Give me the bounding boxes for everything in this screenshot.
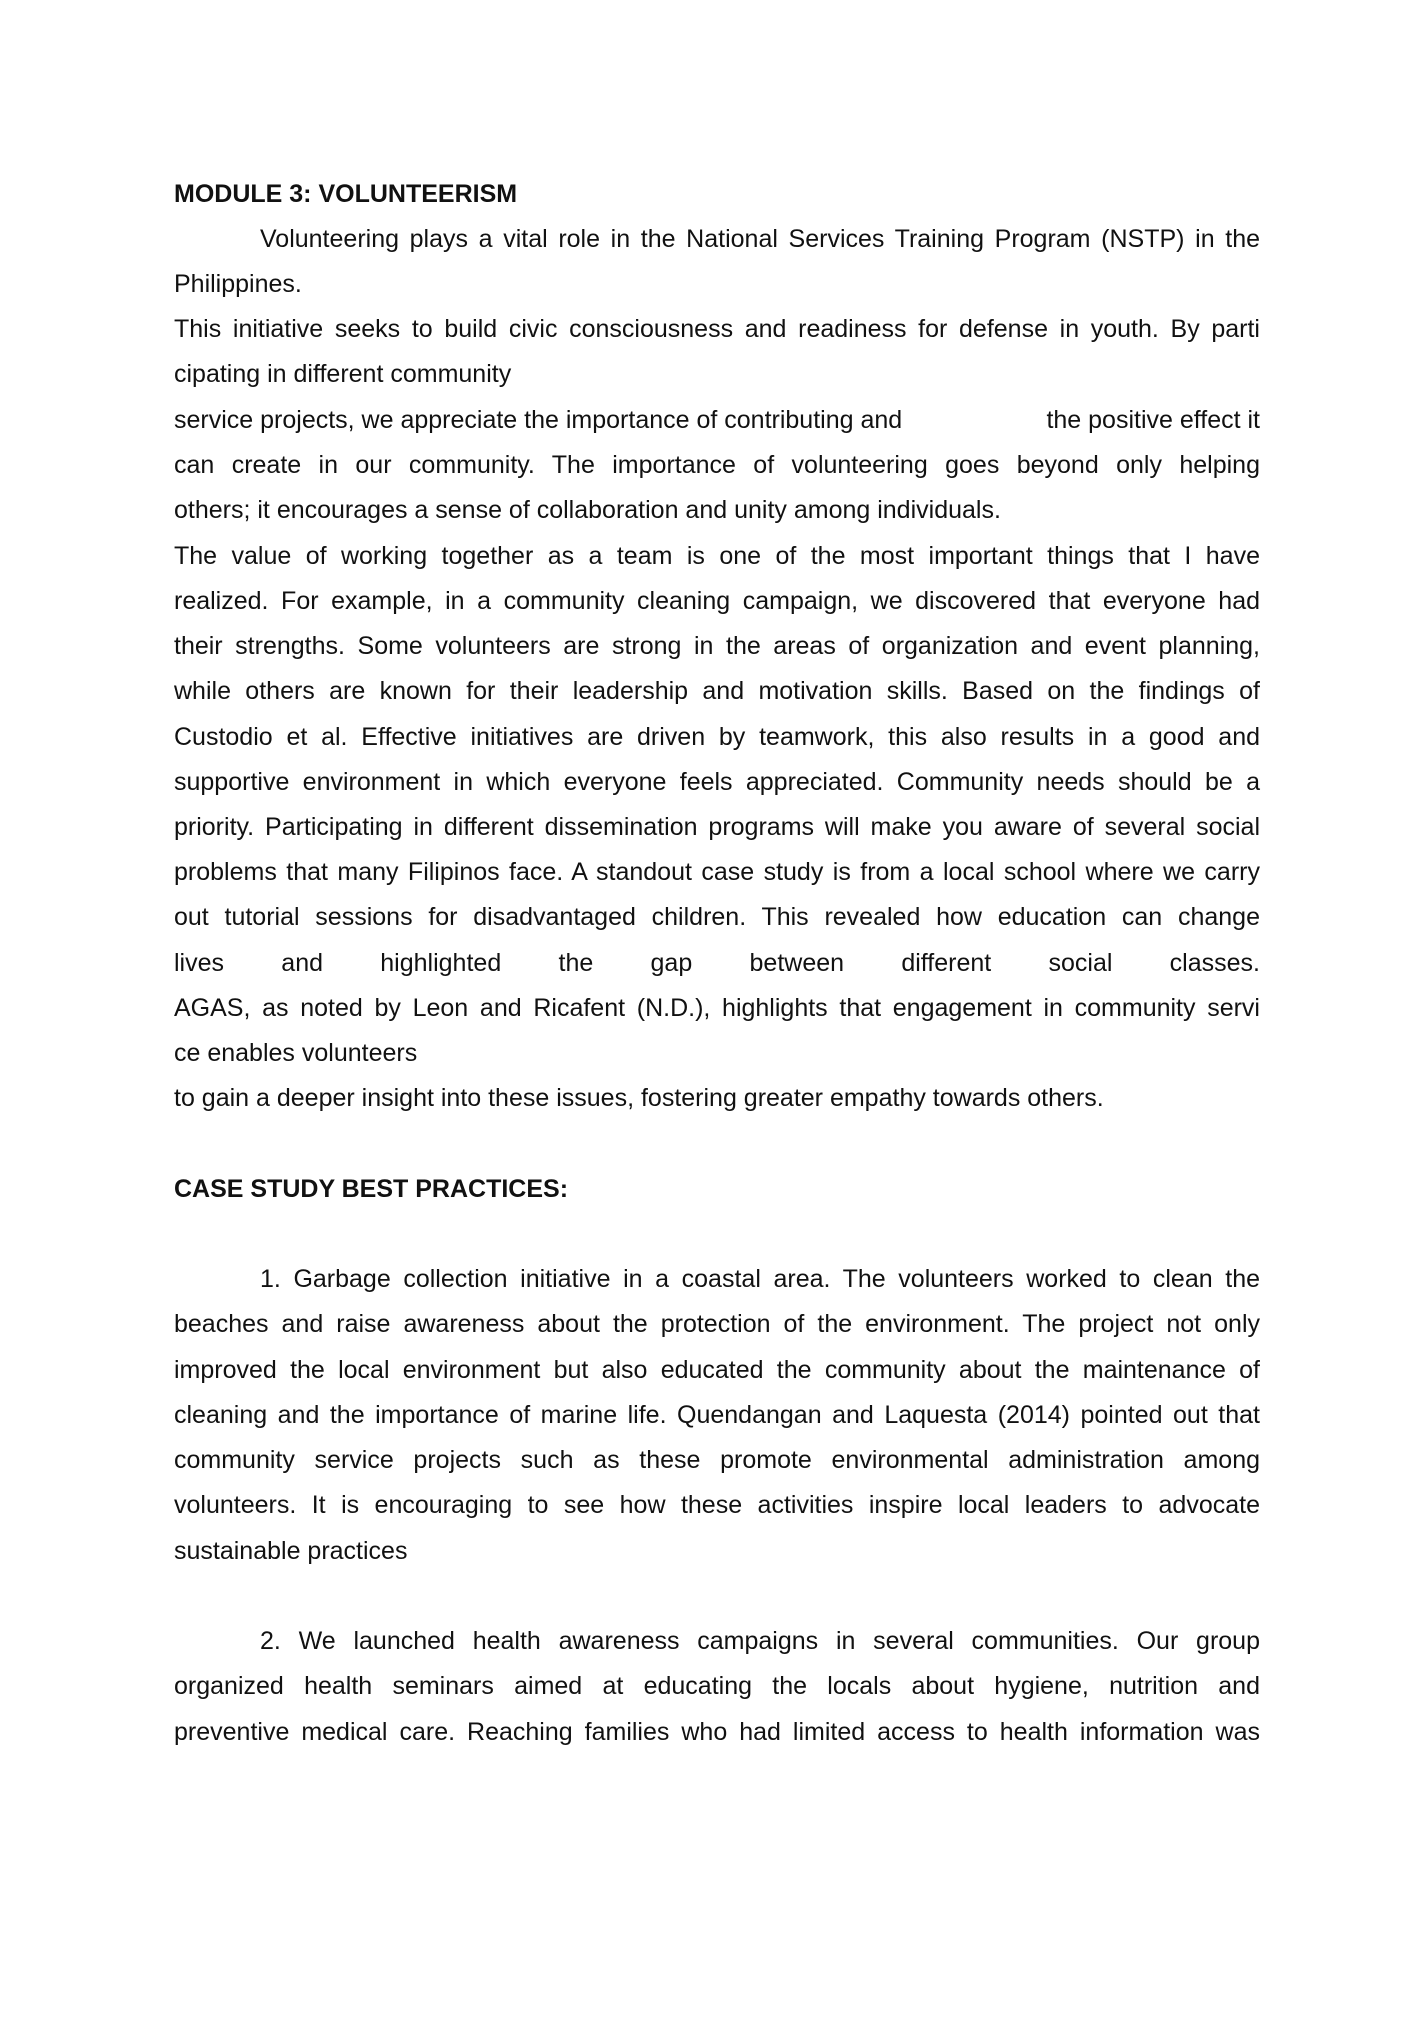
body-line-10: lives and highlighted the gap between different social classes.: [174, 949, 1260, 977]
case-study-heading: CASE STUDY BEST PRACTICES:: [174, 1175, 569, 1203]
intro-line-5-left: service projects, we appreciate the importance of contributing and: [174, 406, 903, 434]
case2-line-1: 2. We launched health awareness campaigns in several communities. Our group: [260, 1627, 1260, 1655]
case1-line-7: sustainable practices: [174, 1537, 408, 1565]
intro-line-5: [174, 403, 1260, 437]
body-line-7: priority. Participating in different dissemination programs will make you aware of several social: [174, 813, 1260, 841]
body-line-13: to gain a deeper insight into these issues, fostering greater empathy towards others.: [174, 1084, 1104, 1112]
case2-line-2: organized health seminars aimed at educating the locals about hygiene, nutrition and: [174, 1672, 1260, 1700]
case1-line-4: cleaning and the importance of marine life. Quendangan and Laquesta (2014) pointed out that: [174, 1401, 1260, 1429]
body-line-3: their strengths. Some volunteers are strong in the areas of organization and event planning,: [174, 632, 1260, 660]
case2-line-3: preventive medical care. Reaching families who had limited access to health information was: [174, 1718, 1260, 1746]
intro-line-6: can create in our community. The importance of volunteering goes beyond only helping: [174, 451, 1260, 479]
intro-line-7: others; it encourages a sense of collaboration and unity among individuals.: [174, 496, 1001, 524]
case1-line-5: community service projects such as these promote environmental administration among: [174, 1446, 1260, 1474]
body-line-11: AGAS, as noted by Leon and Ricafent (N.D.), highlights that engagement in community servi: [174, 994, 1260, 1022]
intro-line-3: This initiative seeks to build civic consciousness and readiness for defense in youth. By parti: [174, 315, 1260, 343]
body-line-9: out tutorial sessions for disadvantaged children. This revealed how education can change: [174, 903, 1260, 931]
intro-line-4: cipating in different community: [174, 360, 512, 388]
case1-line-6: volunteers. It is encouraging to see how these activities inspire local leaders to advocate: [174, 1491, 1260, 1519]
body-line-4: while others are known for their leadership and motivation skills. Based on the findings of: [174, 677, 1260, 705]
intro-line-5-right: the positive effect it: [1046, 406, 1260, 434]
intro-line-1: Volunteering plays a vital role in the National Services Training Program (NSTP) in the: [260, 225, 1260, 253]
body-line-12: ce enables volunteers: [174, 1039, 418, 1067]
case1-line-3: improved the local environment but also educated the community about the maintenance of: [174, 1356, 1260, 1384]
body-line-8: problems that many Filipinos face. A standout case study is from a local school where we carry: [174, 858, 1260, 886]
case1-line-1: 1. Garbage collection initiative in a coastal area. The volunteers worked to clean the: [260, 1265, 1260, 1293]
body-line-5: Custodio et al. Effective initiatives are driven by teamwork, this also results in a good and: [174, 723, 1260, 751]
body-line-1: The value of working together as a team is one of the most important things that I have: [174, 542, 1260, 570]
body-line-2: realized. For example, in a community cleaning campaign, we discovered that everyone had: [174, 587, 1260, 615]
case1-line-2: beaches and raise awareness about the protection of the environment. The project not only: [174, 1310, 1260, 1338]
body-line-6: supportive environment in which everyone feels appreciated. Community needs should be a: [174, 768, 1260, 796]
intro-line-2: Philippines.: [174, 270, 302, 298]
module-title: MODULE 3: VOLUNTEERISM: [174, 180, 518, 208]
